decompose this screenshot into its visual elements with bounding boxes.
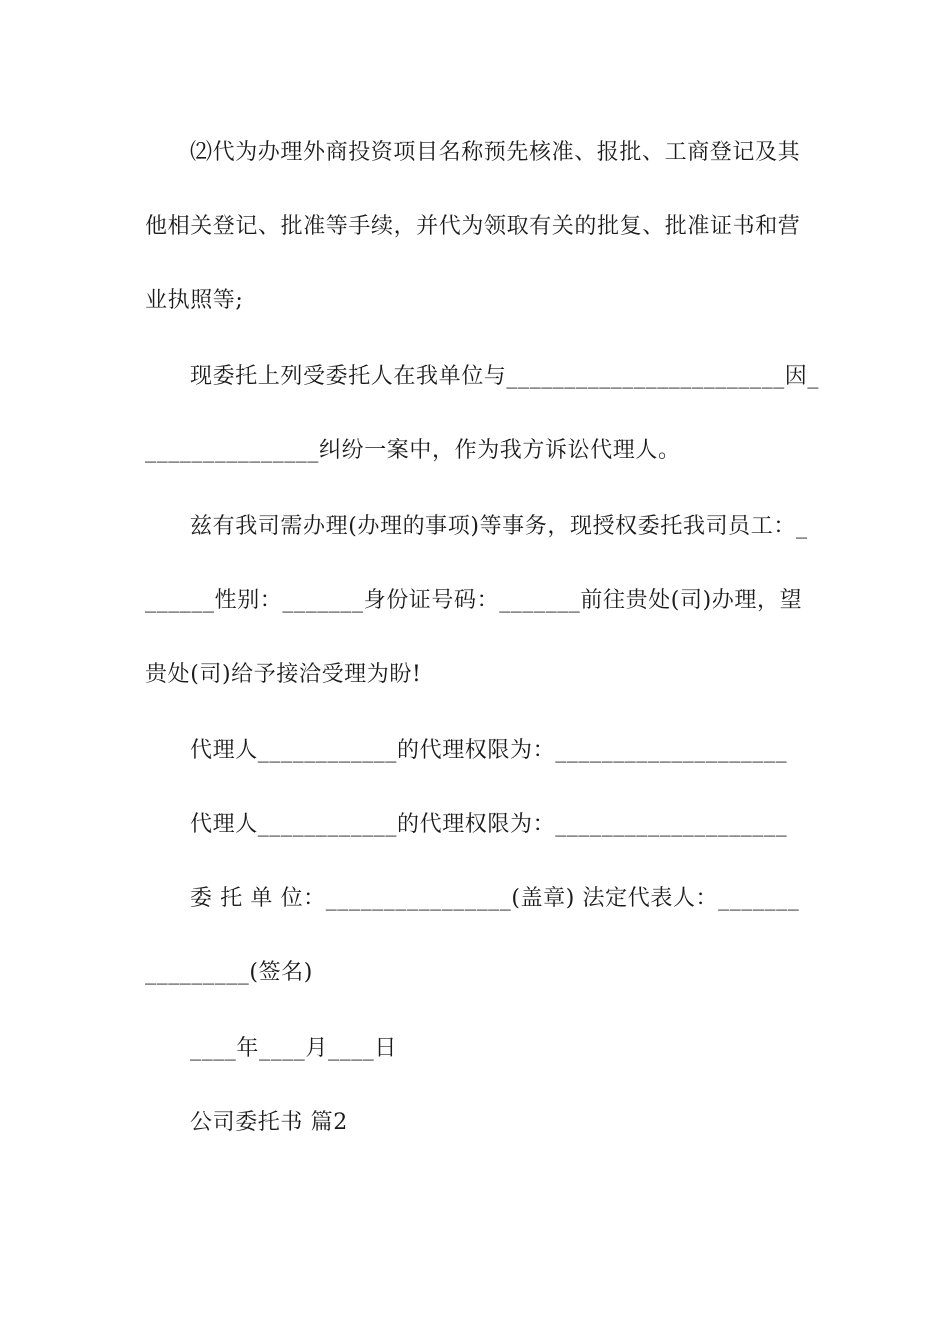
paragraph-1-line-1: ⑵代为办理外商投资项目名称预先核准、报批、工商登记及其 [190,140,801,165]
paragraph-2-line-2: _______________纠纷一案中，作为我方诉讼代理人。 [145,438,681,463]
paragraph-3-line-3: 贵处(司)给予接洽受理为盼! [145,662,422,687]
principal-line-2: _________(签名) [145,960,313,985]
section-heading: 公司委托书 篇2 [190,1110,348,1135]
agent-line-2: 代理人____________的代理权限为：____________________ [190,812,788,837]
agent-line-1: 代理人____________的代理权限为：____________________ [190,738,788,763]
paragraph-3-line-1: 兹有我司需办理(办理的事项)等事务，现授权委托我司员工：_ [190,514,808,539]
date-line: ____年____月____日 [190,1036,398,1061]
paragraph-2-line-1: 现委托上列受委托人在我单位与________________________因_ [190,364,820,389]
paragraph-3-line-2: ______性别：_______身份证号码：_______前往贵处(司)办理，望 [145,588,803,613]
principal-line-1: 委 托 单 位：________________(盖章) 法定代表人：_______ [190,886,800,911]
paragraph-1-line-2: 他相关登记、批准等手续，并代为领取有关的批复、批准证书和营 [145,214,801,239]
paragraph-1-line-3: 业执照等; [145,288,244,313]
